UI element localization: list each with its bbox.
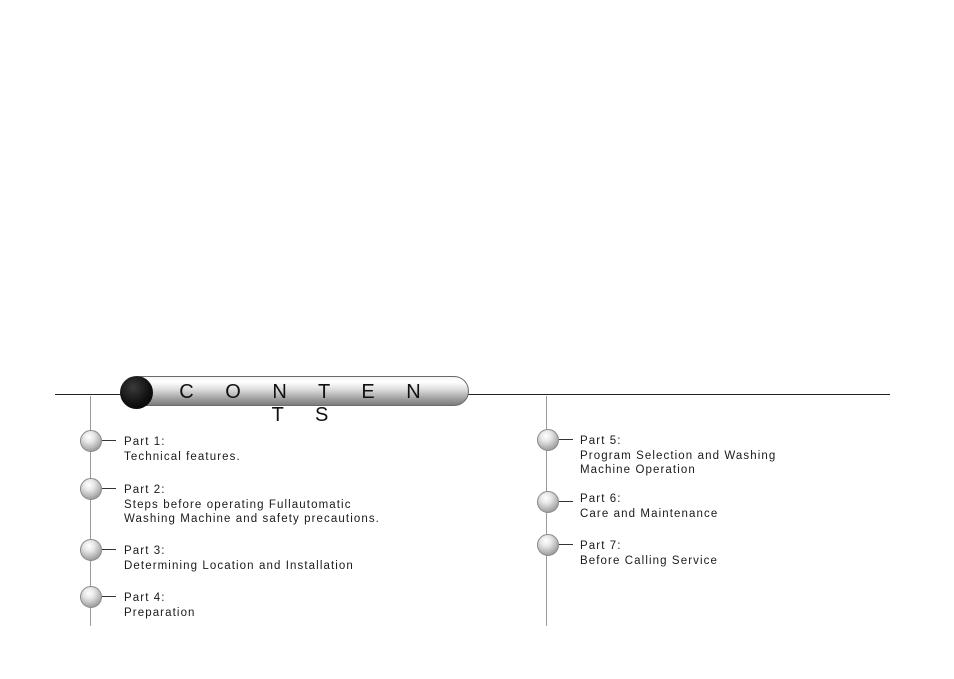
- toc-part-title: Machine Operation: [580, 464, 696, 476]
- toc-part-label: Part 3:: [124, 545, 166, 557]
- bullet-connector: [102, 549, 116, 550]
- toc-item-part-7[interactable]: [580, 539, 718, 568]
- bullet-icon: [537, 429, 559, 451]
- toc-part-label: Part 4:: [124, 592, 166, 604]
- toc-part-title: Preparation: [124, 606, 196, 619]
- bullet-icon: [537, 534, 559, 556]
- contents-title: C O N T E N T S: [179, 381, 434, 426]
- toc-part-label: Part 1:: [124, 436, 166, 448]
- toc-part-label: Part 7:: [580, 540, 622, 552]
- bullet-connector: [102, 596, 116, 597]
- bullet-connector: [102, 440, 116, 441]
- bullet-connector: [559, 544, 573, 545]
- bullet-connector: [559, 439, 573, 440]
- toc-part-title: Washing Machine and safety precautions.: [124, 513, 380, 525]
- toc-part-title: Program Selection and Washing: [580, 449, 777, 462]
- toc-part-label: Part 6:: [580, 493, 622, 505]
- header-rule-left: [55, 394, 125, 395]
- bullet-connector: [102, 488, 116, 489]
- bullet-icon: [80, 430, 102, 452]
- toc-item-part-6[interactable]: [580, 492, 718, 521]
- bullet-connector: [559, 501, 573, 502]
- toc-part-title: Before Calling Service: [580, 554, 718, 567]
- toc-part-title: Care and Maintenance: [580, 507, 719, 520]
- toc-part-title: Steps before operating Fullautomatic: [124, 498, 352, 511]
- bullet-icon: [80, 539, 102, 561]
- bullet-icon: [537, 491, 559, 513]
- toc-part-label: Part 2:: [124, 484, 166, 496]
- toc-item-part-5[interactable]: [580, 434, 776, 478]
- toc-item-part-1[interactable]: [124, 435, 241, 464]
- contents-banner: [126, 376, 469, 426]
- bullet-icon: [80, 586, 102, 608]
- header-rule-right: [468, 394, 890, 395]
- toc-part-label: Part 5:: [580, 435, 622, 447]
- toc-part-title: Determining Location and Installation: [124, 559, 354, 572]
- banner-dot-icon: [120, 376, 153, 409]
- bullet-icon: [80, 478, 102, 500]
- toc-part-title: Technical features.: [124, 450, 241, 463]
- toc-item-part-3[interactable]: [124, 544, 354, 573]
- toc-item-part-4[interactable]: [124, 591, 196, 620]
- toc-item-part-2[interactable]: [124, 483, 380, 527]
